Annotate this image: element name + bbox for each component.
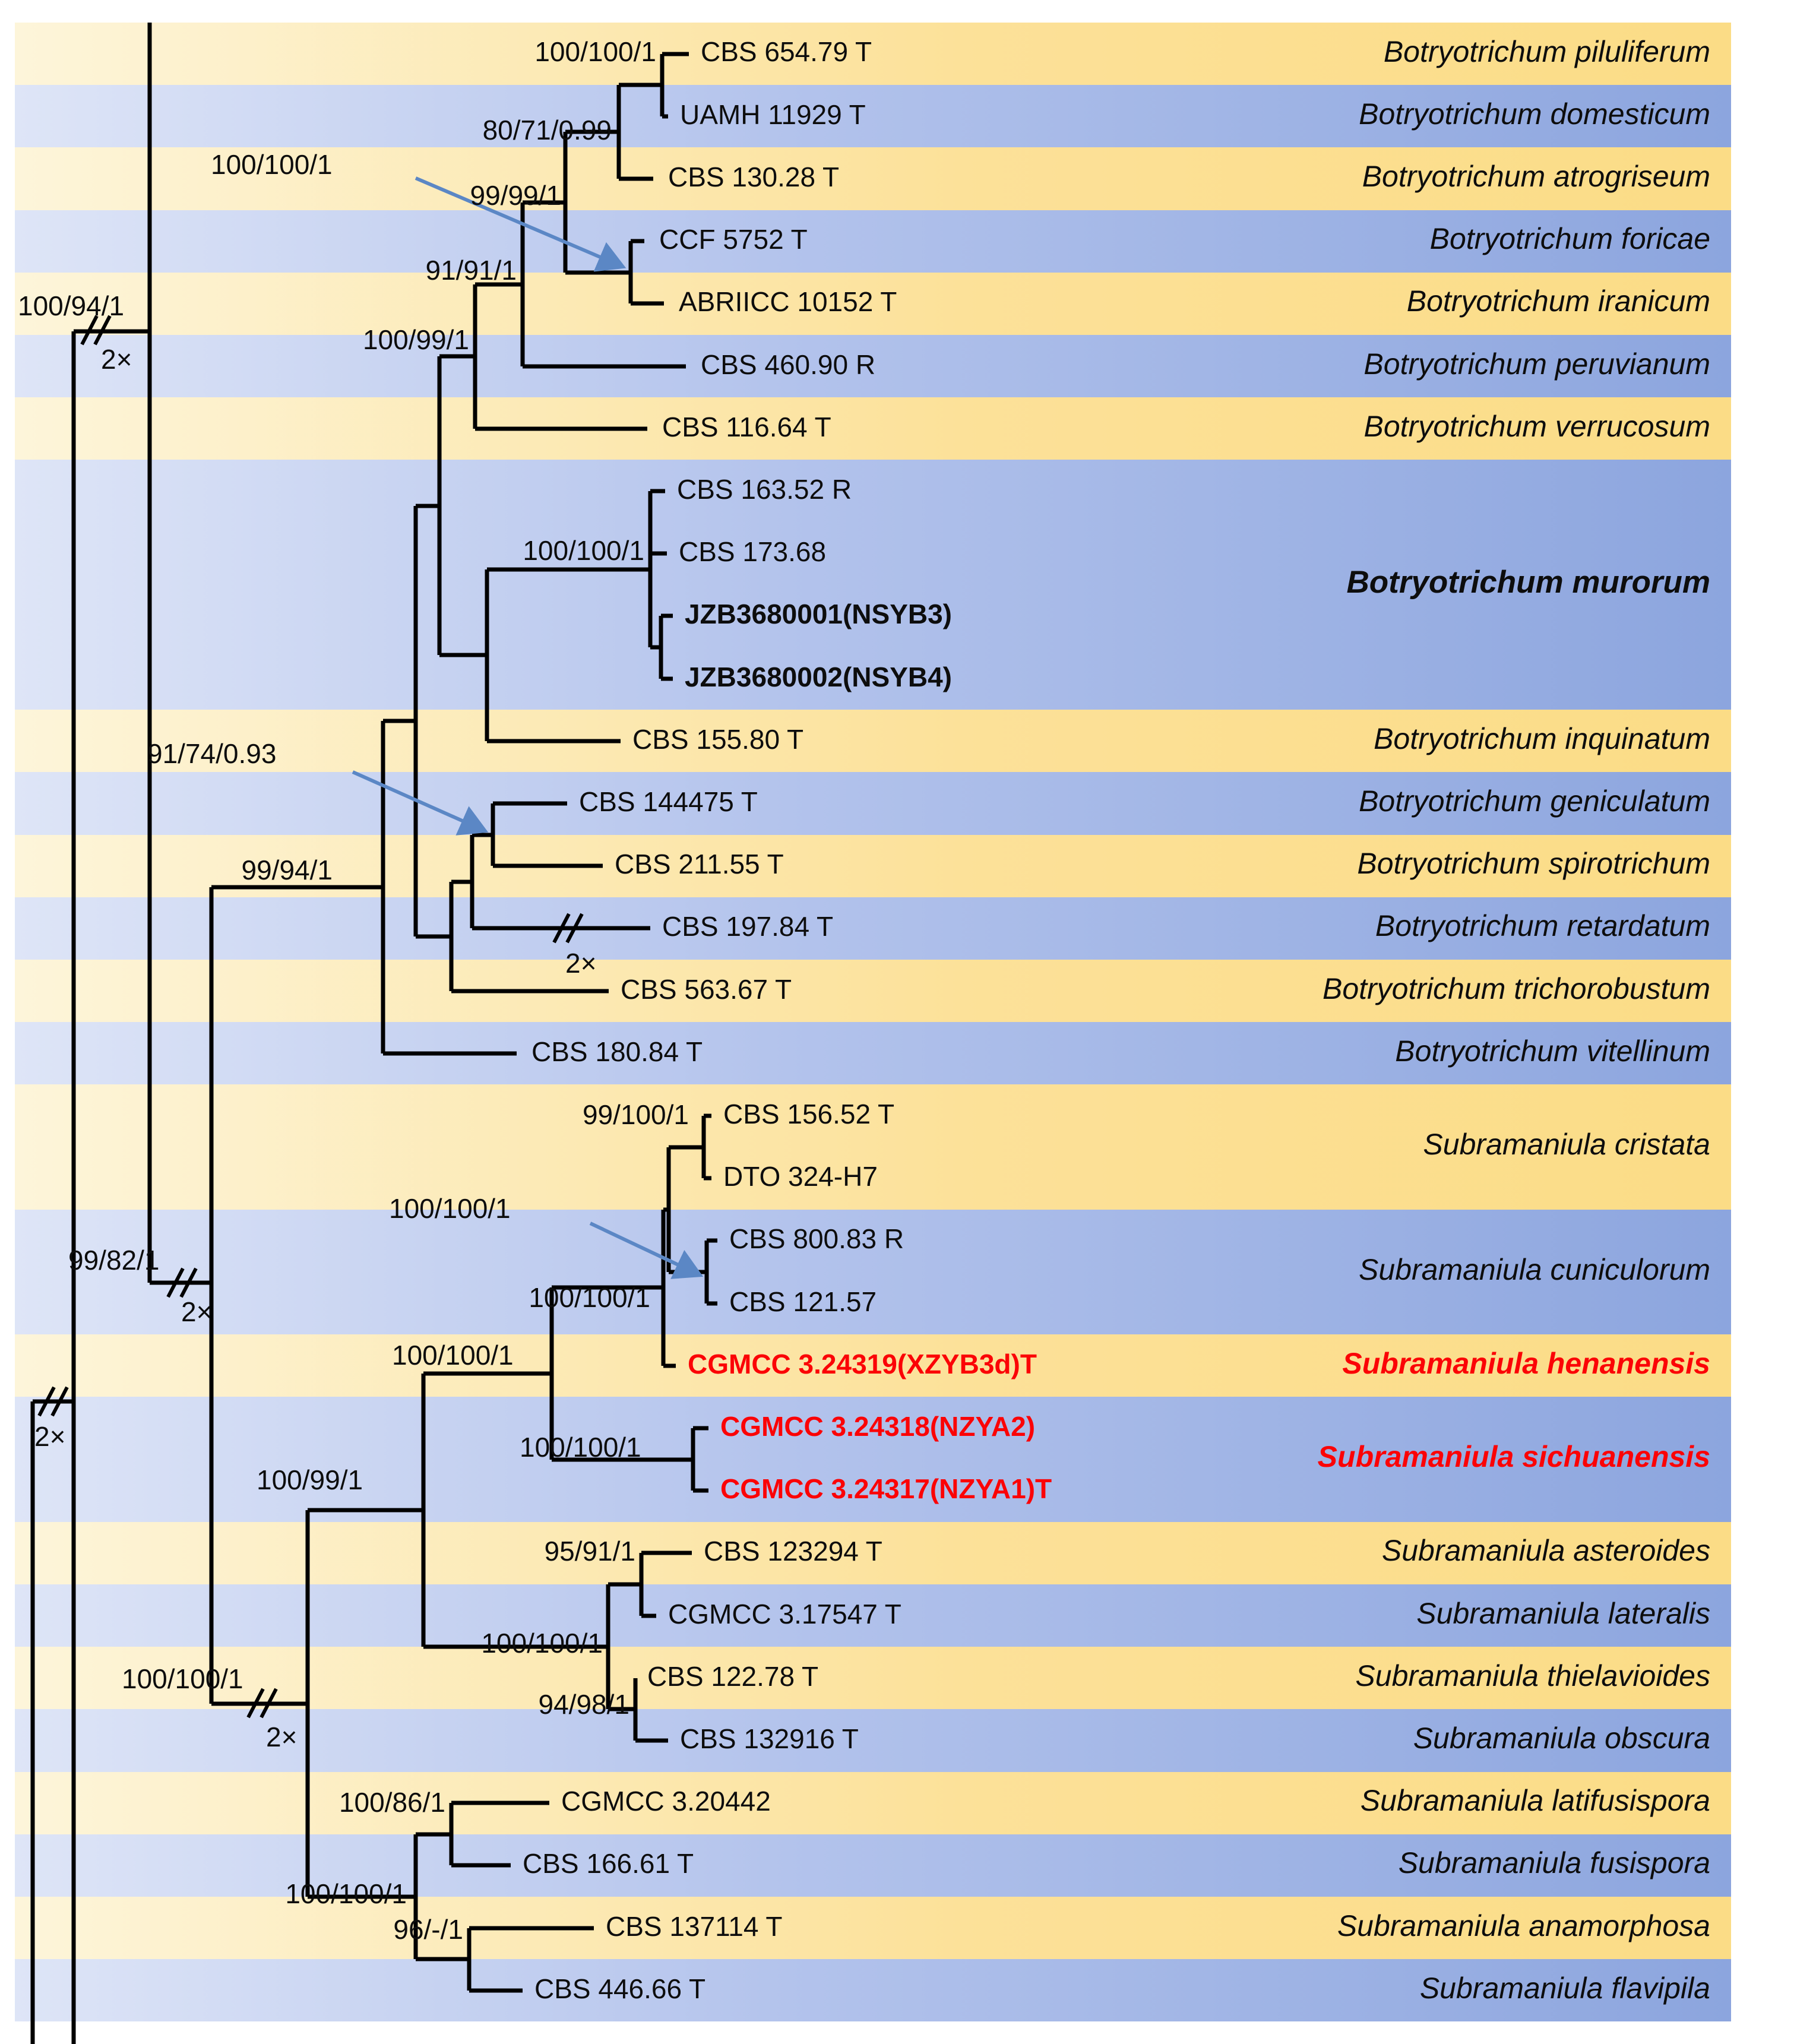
support-label: 100/100/1 — [520, 1432, 641, 1463]
tip-label: CGMCC 3.24318(NZYA2) — [720, 1411, 1036, 1442]
species-label: Botryotrichum peruvianum — [1363, 347, 1710, 381]
support-label: 100/100/1 — [523, 535, 644, 566]
support-label: 100/100/1 — [529, 1282, 650, 1313]
tip-label: CBS 155.80 T — [632, 724, 804, 755]
support-label: 100/99/1 — [362, 324, 469, 355]
species-label: Botryotrichum retardatum — [1375, 909, 1710, 942]
tip-label: CBS 137114 T — [606, 1911, 783, 1942]
species-label: Botryotrichum domesticum — [1359, 97, 1710, 131]
species-label: Botryotrichum verrucosum — [1363, 410, 1710, 443]
support-label: 94/98/1 — [538, 1689, 629, 1720]
branch-scale-label: 2× — [34, 1421, 66, 1452]
tip-label: CBS 563.67 T — [621, 974, 792, 1005]
support-label: 100/100/1 — [389, 1193, 511, 1224]
species-label: Subramaniula sichuanensis — [1317, 1440, 1710, 1473]
tip-label: CBS 211.55 T — [615, 849, 784, 879]
tip-label: CCF 5752 T — [659, 224, 808, 255]
tip-label: CGMCC 3.17547 T — [668, 1599, 901, 1629]
species-label: Subramaniula anamorphosa — [1337, 1909, 1710, 1942]
species-label: Subramaniula henanensis — [1342, 1347, 1710, 1380]
tip-label: CBS 132916 T — [680, 1723, 859, 1754]
species-label: Botryotrichum piluliferum — [1383, 35, 1710, 68]
support-label: 80/71/0.99 — [482, 115, 612, 145]
species-label: Subramaniula fusispora — [1398, 1846, 1710, 1880]
support-arrow — [590, 1223, 698, 1274]
species-label: Subramaniula cuniculorum — [1359, 1253, 1710, 1286]
tip-label: CBS 121.57 — [729, 1286, 877, 1317]
support-label: 99/94/1 — [241, 855, 333, 885]
species-label: Botryotrichum trichorobustum — [1322, 972, 1710, 1005]
tip-label: JZB3680001(NSYB3) — [685, 599, 953, 629]
support-label: 100/86/1 — [338, 1787, 445, 1818]
tip-label: CBS 460.90 R — [701, 349, 876, 380]
branch-scale-label: 2× — [266, 1722, 298, 1752]
species-label: Subramaniula asteroides — [1381, 1534, 1710, 1567]
species-label: Botryotrichum murorum — [1346, 565, 1710, 600]
branch-scale-label: 2× — [181, 1296, 213, 1327]
species-label: Botryotrichum inquinatum — [1374, 722, 1710, 755]
species-label: Subramaniula thielavioides — [1355, 1659, 1710, 1692]
tip-label: CBS 446.66 T — [534, 1973, 706, 2004]
tip-label: JZB3680002(NSYB4) — [685, 662, 953, 692]
species-label: Botryotrichum geniculatum — [1359, 784, 1710, 818]
tip-label: CGMCC 3.24317(NZYA1)T — [720, 1473, 1052, 1504]
support-arrow — [353, 772, 483, 830]
tip-label: CBS 800.83 R — [729, 1223, 904, 1254]
tip-label: CBS 144475 T — [579, 786, 758, 817]
support-label: 100/94/1 — [18, 290, 125, 321]
tip-label: CGMCC 3.20442 — [561, 1786, 771, 1817]
tip-label: CBS 173.68 — [679, 536, 827, 567]
tip-label: CBS 197.84 T — [662, 911, 834, 942]
support-label: 100/100/1 — [392, 1340, 514, 1371]
species-label: Subramaniula latifusispora — [1360, 1784, 1710, 1817]
support-label: 95/91/1 — [544, 1536, 635, 1567]
species-label: Subramaniula lateralis — [1416, 1597, 1710, 1630]
branch-break-marks — [39, 316, 582, 1717]
tip-label: CBS 122.78 T — [647, 1661, 819, 1692]
tip-label: CBS 123294 T — [704, 1536, 882, 1567]
support-label: 91/91/1 — [425, 255, 517, 286]
support-label: 100/100/1 — [211, 149, 333, 180]
species-label: Botryotrichum iranicum — [1406, 284, 1710, 318]
support-label: 100/100/1 — [534, 36, 656, 67]
support-label: 100/100/1 — [481, 1628, 603, 1659]
support-label: 100/99/1 — [257, 1464, 363, 1495]
tip-label: CBS 654.79 T — [701, 36, 872, 67]
species-label: Botryotrichum spirotrichum — [1357, 847, 1710, 880]
species-label: Botryotrichum atrogriseum — [1362, 160, 1710, 193]
support-label: 99/99/1 — [470, 180, 561, 211]
branch-scale-label: 2× — [101, 344, 132, 375]
support-label: 96/-/1 — [393, 1914, 463, 1945]
tip-label: CBS 156.52 T — [723, 1099, 895, 1129]
species-label: Subramaniula flavipila — [1419, 1972, 1710, 2005]
tip-label: CBS 166.61 T — [523, 1848, 694, 1879]
tip-label: UAMH 11929 T — [680, 99, 866, 130]
species-label: Subramaniula obscura — [1413, 1722, 1710, 1755]
support-label: 100/100/1 — [285, 1878, 407, 1909]
support-label: 99/100/1 — [582, 1099, 689, 1130]
species-label: Botryotrichum vitellinum — [1395, 1034, 1710, 1068]
tip-label: CGMCC 3.24319(XZYB3d)T — [688, 1349, 1037, 1379]
tip-label: DTO 324-H7 — [723, 1161, 878, 1192]
support-label: 91/74/0.93 — [147, 738, 277, 769]
support-label: 100/100/1 — [122, 1663, 243, 1694]
tip-label: CBS 180.84 T — [531, 1036, 703, 1067]
species-label: Botryotrichum foricae — [1429, 222, 1710, 255]
branch-scale-label: 2× — [565, 948, 597, 979]
support-label: 99/82/1 — [68, 1245, 160, 1276]
tip-label: CBS 163.52 R — [677, 474, 852, 505]
tip-label: ABRIICC 10152 T — [679, 286, 897, 317]
tip-label: CBS 116.64 T — [662, 412, 831, 442]
tip-label: CBS 130.28 T — [668, 162, 840, 192]
species-label: Subramaniula cristata — [1423, 1128, 1710, 1161]
